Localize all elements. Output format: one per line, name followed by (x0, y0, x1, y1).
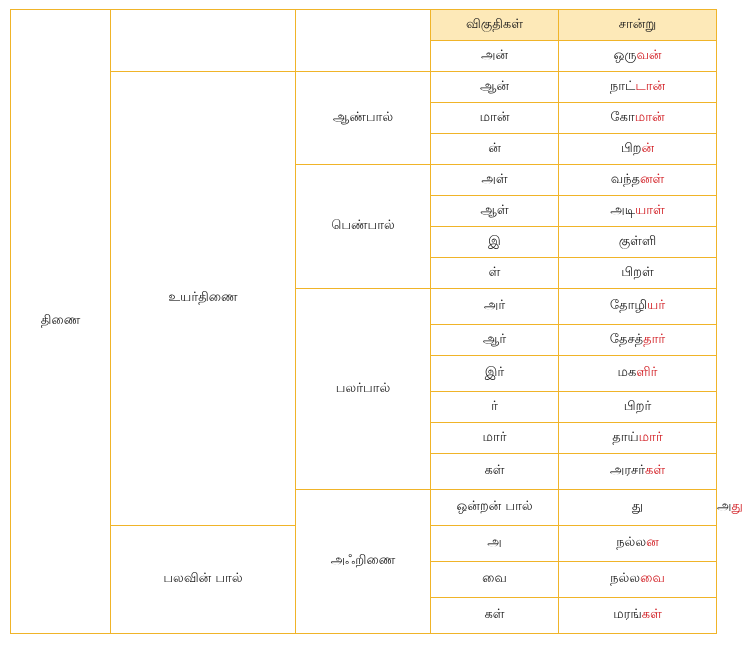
suffix-cell: கள் (431, 454, 559, 490)
suffix-cell: ன் (431, 134, 559, 165)
suffix-cell: ஆள் (431, 196, 559, 227)
suffix-cell: அ (431, 526, 559, 562)
suffix-cell: ஆர் (431, 325, 559, 356)
palarpaal-cell: பலர்பால் (296, 289, 431, 490)
suffix-cell: வை (431, 562, 559, 598)
suffix-cell: மான் (431, 103, 559, 134)
example-cell: கோமான் (559, 103, 717, 134)
example-cell: தாய்மார் (559, 423, 717, 454)
suffix-cell: இ (431, 227, 559, 258)
aanpaal-cell: ஆண்பால் (296, 72, 431, 165)
example-cell: தேசத்தார் (559, 325, 717, 356)
suffix-cell: அள் (431, 165, 559, 196)
suffix-cell: ர் (431, 392, 559, 423)
grammar-table: திணை விகுதிகள் சான்று அன் ஒருவன் உயர்திணை ஆண்பால் ஆன் நாட்டான் மான் கோமான் ன் பிறன் பெண்பால் அள் வந்தனள் ஆள் அடியாள் இ குள்ளி ள் பிறள் பலர்பால் அர் தோழியர் ஆர் தேசத்தார் இர் மகளிர் ர் பிறர் மார் தாய்மார் கள் அரசர்கள் அஃறிணை ஒன்றன் பால் து அது பலவின் பால் அ நல்லன வை நல்லவை கள் மரங்கள் (10, 9, 717, 634)
header-example: சான்று (559, 10, 717, 41)
example-cell: ஒருவன் (559, 41, 717, 72)
suffix-cell: கள் (431, 598, 559, 634)
example-cell: மகளிர் (559, 356, 717, 392)
palavin-paal-cell: பலவின் பால் (111, 526, 296, 634)
example-cell: நாட்டான் (559, 72, 717, 103)
example-cell: குள்ளி (559, 227, 717, 258)
example-cell: வந்தனள் (559, 165, 717, 196)
penpaal-cell: பெண்பால் (296, 165, 431, 289)
example-cell: நல்லன (559, 526, 717, 562)
example-cell: அடியாள் (559, 196, 717, 227)
example-cell: அரசர்கள் (559, 454, 717, 490)
thinai-cell: திணை (11, 10, 111, 634)
example-cell: மரங்கள் (559, 598, 717, 634)
suffix-cell: ஆன் (431, 72, 559, 103)
uyarthinai-cell: உயர்திணை (111, 72, 296, 526)
suffix-cell: அர் (431, 289, 559, 325)
suffix-cell: ள் (431, 258, 559, 289)
ondran-paal-cell: ஒன்றன் பால் (431, 490, 559, 526)
example-cell: தோழியர் (559, 289, 717, 325)
suffix-cell: அன் (431, 41, 559, 72)
example-cell: பிறள் (559, 258, 717, 289)
akrinai-cell: அஃறிணை (296, 490, 431, 634)
header-spacer-1 (111, 10, 296, 72)
suffix-cell: மார் (431, 423, 559, 454)
header-suffix: விகுதிகள் (431, 10, 559, 41)
suffix-cell: து (559, 490, 717, 526)
example-cell: பிறர் (559, 392, 717, 423)
header-spacer-2 (296, 10, 431, 72)
example-cell: பிறன் (559, 134, 717, 165)
example-cell: நல்லவை (559, 562, 717, 598)
suffix-cell: இர் (431, 356, 559, 392)
